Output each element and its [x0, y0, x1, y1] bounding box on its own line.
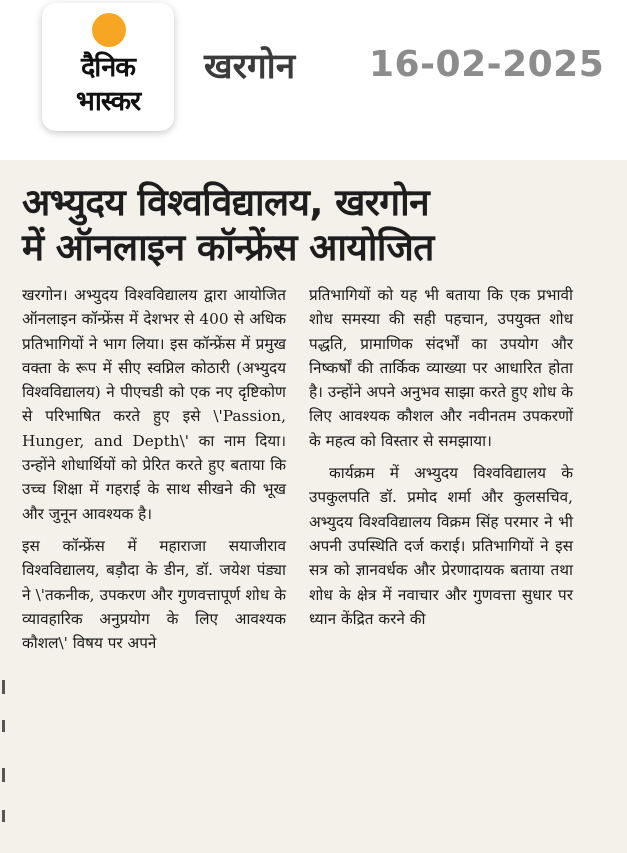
paragraph: इस कॉन्फ्रेंस में महाराजा सयाजीराव विश्वविद्यालय, बड़ौदा के डीन, डॉ. जयेश पंड्या ने \'तकनीक, उपकरण और गुणवत्तापूर्ण शोध के व्यावहारिक अनुप्रयोग के लिए आवश्यक कौशल\' विषय पर अपने — [22, 536, 286, 653]
article-column-left — [22, 283, 286, 655]
article-headline — [22, 180, 582, 270]
article-column-right — [309, 283, 573, 631]
app-header — [0, 0, 627, 160]
sun-icon — [92, 13, 126, 47]
newspaper-clipping — [0, 160, 627, 853]
headline-line-2: में ऑनलाइन कॉन्फ्रेंस आयोजित — [22, 226, 434, 269]
logo-text-line1: दैनिक — [80, 52, 136, 83]
paragraph: कार्यक्रम में अभ्युदय विश्वविद्यालय के उपकुलपति डॉ. प्रमोद शर्मा और कुलसचिव, अभ्युदय विश्वविद्यालय विक्रम सिंह परमार ने भी अपनी उपस्थिति दर्ज कराई। प्रतिभागियों ने इस सत्र को ज्ञानवर्धक और प्रेरणादायक बताया तथा शोध के क्षेत्र में नवाचार और गुणवत्ता सुधार पर ध्यान केंद्रित करने की — [309, 464, 573, 628]
paragraph: खरगोन। अभ्युदय विश्वविद्यालय द्वारा आयोजित ऑनलाइन कॉन्फ्रेंस में देशभर से 400 से अधिक प्रतिभागियों ने भाग लिया। इस कॉन्फ्रेंस में प्रमुख वक्ता के रूप में सीए स्वप्निल कोठारी (अभ्युदय विश्वविद्यालय) ने पीएचडी को एक नए दृष्टिकोण से परिभाषित करते हुए इसे \'Passion, Hunger, and Depth\' का नाम दिया। उन्होंने शोधार्थियों को प्रेरित करते हुए बताया कि उच्च शिक्षा में गहराई के साथ सीखने की भूख और जुनून आवश्यक है। — [22, 286, 286, 523]
city-label: खरगोन — [204, 47, 296, 87]
column-edge-marks — [2, 680, 6, 850]
dainik-bhaskar-logo[interactable] — [42, 3, 174, 131]
headline-line-1: अभ्युदय विश्वविद्यालय, खरगोन — [22, 181, 430, 224]
edition-date: 16-02-2025 — [369, 44, 605, 85]
logo-text-line2: भास्कर — [75, 86, 141, 117]
paragraph: प्रतिभागियों को यह भी बताया कि एक प्रभावी शोध समस्या की सही पहचान, उपयुक्त शोध पद्धति, प्रामाणिक संदर्भों का उपयोग और निष्कर्षों की तार्किक व्याख्या पर आधारित होता है। उन्होंने अपने अनुभव साझा करते हुए शोध के लिए आवश्यक कौशल और नवीनतम उपकरणों के महत्व को विस्तार से समझाया। — [309, 286, 573, 450]
